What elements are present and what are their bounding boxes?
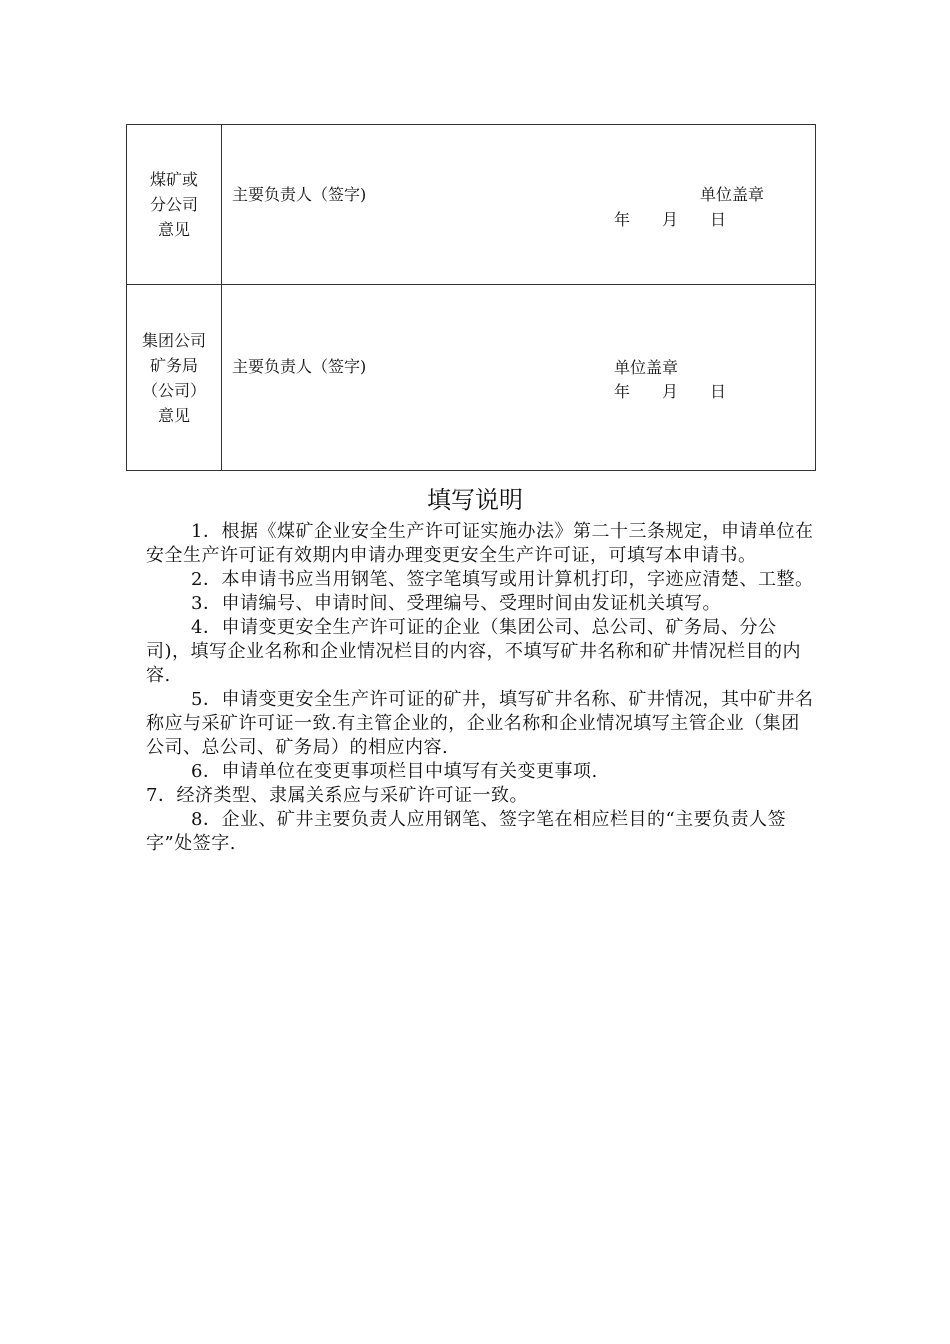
row-label-line: 意见 — [157, 405, 190, 425]
approval-opinion-table — [126, 124, 816, 471]
row-label-line: 集团公司 — [141, 330, 206, 350]
instruction-item: 5．申请变更安全生产许可证的矿井，填写矿井名称、矿井情况，其中矿井名称应与采矿许可证一致.有主管企业的，企业名称和企业情况填写主管企业（集团公司、总公司、矿务局）的相应内容. — [146, 689, 814, 758]
date-label: 年 月 日 — [614, 210, 727, 229]
row-label-line: 矿务局 — [149, 355, 198, 375]
instructions-body — [146, 520, 818, 856]
signer-label: 主要负责人（签字) — [232, 185, 367, 204]
instruction-item: 7．经济类型、隶属关系应与采矿许可证一致。 — [146, 785, 528, 806]
seal-label: 单位盖章 — [700, 185, 765, 204]
table-row-mine-opinion — [127, 125, 816, 285]
row-label-line: （公司） — [141, 380, 206, 400]
row-label-line: 分公司 — [149, 195, 198, 214]
instruction-item: 1．根据《煤矿企业安全生产许可证实施办法》第二十三条规定，申请单位在安全生产许可证有效期内申请办理变更安全生产许可证，可填写本申请书。 — [146, 521, 814, 566]
row-label-line: 意见 — [157, 220, 190, 239]
row-label-line: 煤矿或 — [149, 170, 198, 189]
instructions-title: 填写说明 — [427, 486, 523, 514]
row-label-mine — [127, 125, 222, 285]
instruction-item: 6．申请单位在变更事项栏目中填写有关变更事项. — [191, 761, 598, 782]
row-label-group — [127, 285, 222, 471]
opinion-field-mine[interactable] — [222, 125, 816, 285]
instruction-item: 2．本申请书应当用钢笔、签字笔填写或用计算机打印，字迹应清楚、工整。 — [191, 569, 814, 590]
signer-label: 主要负责人（签字) — [232, 357, 367, 376]
table-row-group-opinion — [127, 285, 816, 471]
opinion-field-group[interactable] — [222, 285, 816, 471]
instruction-item: 8．企业、矿井主要负责人应用钢笔、签字笔在相应栏目的“主要负责人签字”处签字. — [146, 809, 787, 854]
instruction-item: 3．申请编号、申请时间、受理编号、受理时间由发证机关填写。 — [191, 593, 721, 614]
date-label: 年 月 日 — [614, 382, 727, 401]
seal-label: 单位盖章 — [614, 358, 679, 377]
instruction-item: 4．申请变更安全生产许可证的企业（集团公司、总公司、矿务局、分公司)，填写企业名称和企业情况栏目的内容，不填写矿井名称和矿井情况栏目的内容. — [146, 617, 802, 686]
